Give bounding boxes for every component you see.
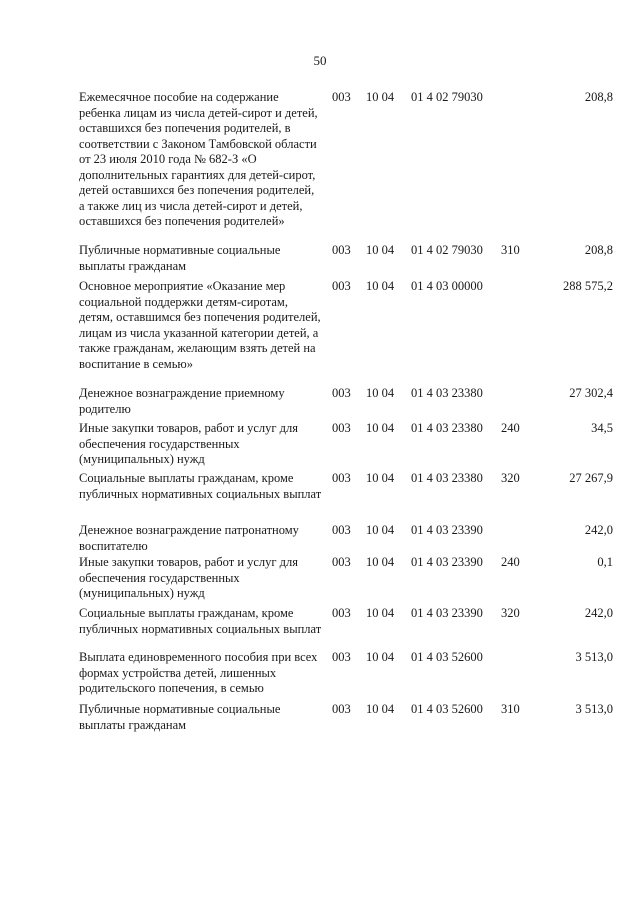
section-code: 10 04 (366, 279, 395, 293)
row-name: Ежемесячное пособие на содержание ребенка лицам из числа детей-сирот и детей, оставшихся без попечения родителей, в соответствии с Законом Тамбовской области от 23 июля 2010 года № 682-З «О дополнительных гарантиях для детей-сирот, детей оставшихся без попечения родителей, а также лиц из числа детей-сирот и детей, оставшихся без попечения родителей» (79, 90, 318, 228)
row-name: Выплата единовременного пособия при всех формах устройства детей, лишенных родительского попечения, в семью (79, 650, 318, 695)
ministry-code: 003 (332, 386, 351, 400)
amount: 288 575,2 (563, 279, 613, 293)
table-row (0, 421, 640, 471)
expense-type-code: 320 (501, 606, 520, 620)
section-code: 10 04 (366, 421, 395, 435)
ministry-code: 003 (332, 606, 351, 620)
row-name: Иные закупки товаров, работ и услуг для обеспечения государственных (муниципальных) нужд (79, 555, 299, 600)
ministry-code: 003 (332, 523, 351, 537)
table-row (0, 243, 640, 279)
section-code: 10 04 (366, 243, 395, 257)
ministry-code: 003 (332, 90, 351, 104)
amount: 27 302,4 (569, 386, 613, 400)
article-code: 01 4 02 79030 (411, 243, 483, 257)
amount: 208,8 (584, 90, 613, 104)
ministry-code: 003 (332, 471, 351, 485)
expense-type-code: 310 (501, 702, 520, 716)
ministry-code: 003 (332, 243, 351, 257)
row-name: Основное мероприятие «Оказание мер социальной поддержки детям-сиротам, детям, оставшимся без попечения родителей, лицам из числа указанной категории детей, а также гражданам, желающим взять детей на воспитание в семью» (79, 279, 321, 371)
table-row (0, 523, 640, 555)
row-name: Денежное вознаграждение патронатному воспитателю (79, 523, 299, 553)
article-code: 01 4 02 79030 (411, 90, 483, 104)
ministry-code: 003 (332, 702, 351, 716)
article-code: 01 4 03 23380 (411, 471, 483, 485)
expense-type-code: 240 (501, 421, 520, 435)
table-row (0, 555, 640, 606)
table-row (0, 386, 640, 421)
amount: 34,5 (591, 421, 613, 435)
row-name: Социальные выплаты гражданам, кроме публичных нормативных социальных выплат (79, 471, 322, 501)
section-code: 10 04 (366, 650, 395, 664)
amount: 242,0 (584, 523, 613, 537)
article-code: 01 4 03 23380 (411, 421, 483, 435)
section-code: 10 04 (366, 606, 395, 620)
ministry-code: 003 (332, 650, 351, 664)
table-row (0, 90, 640, 243)
page-number: 50 (313, 53, 327, 68)
table-row (0, 471, 640, 523)
article-code: 01 4 03 52600 (411, 650, 483, 664)
section-code: 10 04 (366, 702, 395, 716)
article-code: 01 4 03 23390 (411, 555, 483, 569)
row-name: Денежное вознаграждение приемному родителю (79, 386, 285, 416)
section-code: 10 04 (366, 90, 395, 104)
amount: 208,8 (584, 243, 613, 257)
article-code: 01 4 03 52600 (411, 702, 483, 716)
section-code: 10 04 (366, 471, 395, 485)
row-name: Публичные нормативные социальные выплаты гражданам (79, 702, 281, 732)
section-code: 10 04 (366, 555, 395, 569)
amount: 3 513,0 (575, 702, 613, 716)
row-name: Публичные нормативные социальные выплаты гражданам (79, 243, 281, 273)
section-code: 10 04 (366, 386, 395, 400)
row-name: Социальные выплаты гражданам, кроме публичных нормативных социальных выплат (79, 606, 322, 636)
section-code: 10 04 (366, 523, 395, 537)
table-row (0, 606, 640, 650)
article-code: 01 4 03 00000 (411, 279, 483, 293)
expense-type-code: 320 (501, 471, 520, 485)
ministry-code: 003 (332, 279, 351, 293)
ministry-code: 003 (332, 555, 351, 569)
article-code: 01 4 03 23390 (411, 606, 483, 620)
expense-type-code: 310 (501, 243, 520, 257)
amount: 27 267,9 (569, 471, 613, 485)
table-row (0, 650, 640, 702)
ministry-code: 003 (332, 421, 351, 435)
amount: 242,0 (584, 606, 613, 620)
article-code: 01 4 03 23390 (411, 523, 483, 537)
expense-type-code: 240 (501, 555, 520, 569)
table-row (0, 702, 640, 738)
article-code: 01 4 03 23380 (411, 386, 483, 400)
row-name: Иные закупки товаров, работ и услуг для обеспечения государственных (муниципальных) нужд (79, 421, 299, 466)
table-row (0, 279, 640, 386)
amount: 0,1 (597, 555, 613, 569)
amount: 3 513,0 (575, 650, 613, 664)
